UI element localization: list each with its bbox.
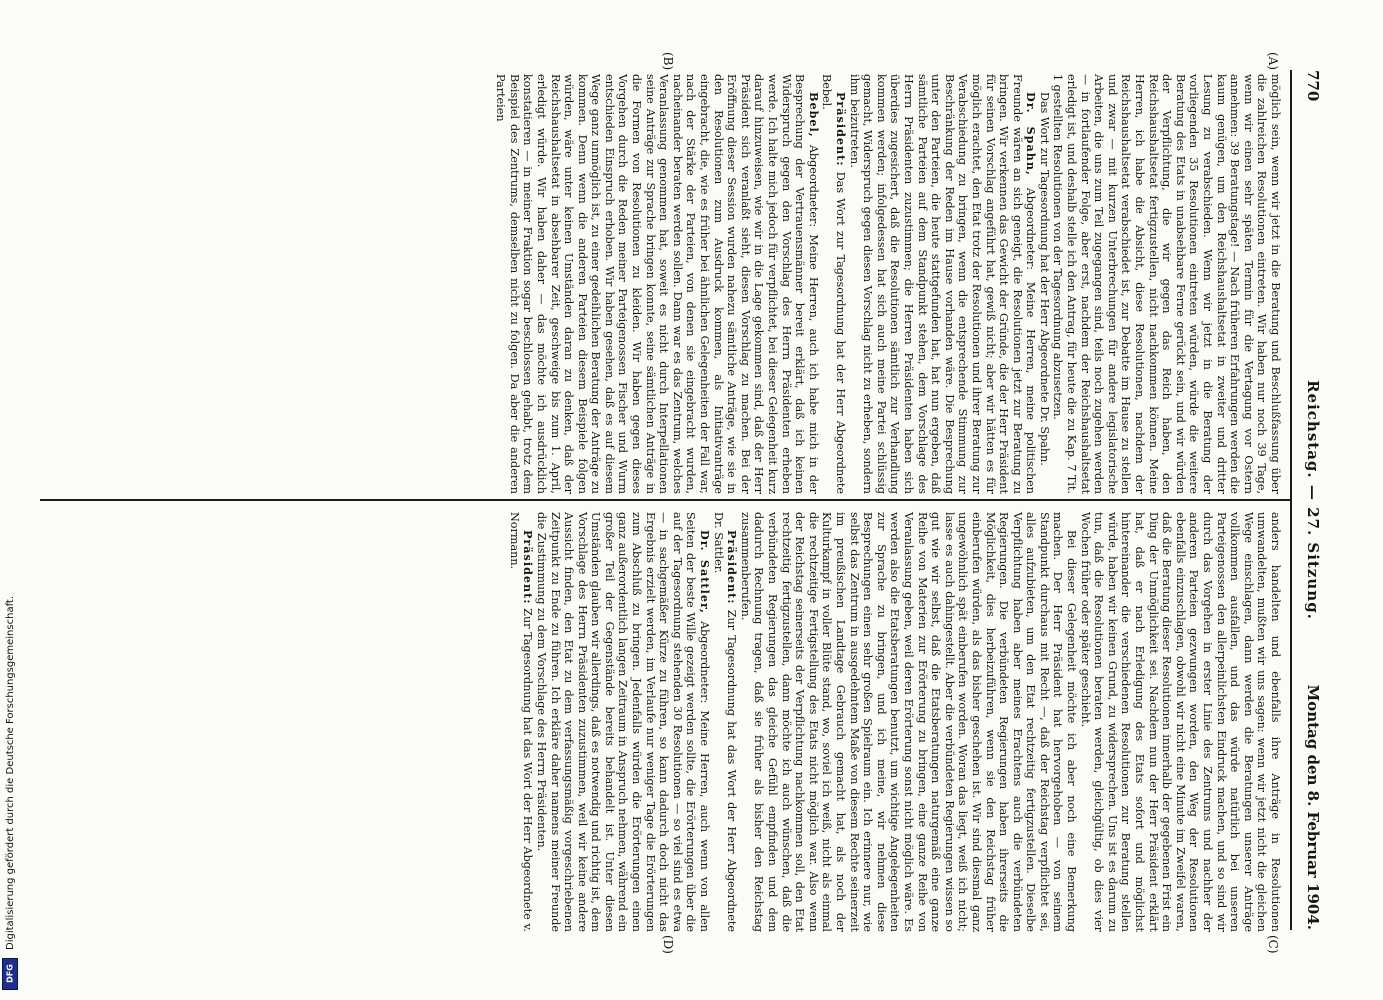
- speech-paragraph: [507, 512, 534, 932]
- speaker-name: Dr. Sattler,: [698, 530, 713, 614]
- margin-marker-c: (C): [1266, 935, 1280, 954]
- margin-marker-a: (A): [1266, 52, 1280, 71]
- speech-text: Zur Tagesordnung hat das Wort der Herr Abgeordnete v. Normann.: [507, 512, 535, 932]
- speaker-name: Präsident:: [725, 530, 740, 605]
- column-divider: [40, 499, 1290, 501]
- speech-paragraph: [494, 74, 820, 494]
- speech-text: Abgeordneter: Meine Herren, meine politischen Freunde wären an sich geneigt, die Resolutionen jetzt zur Beratung zu bringen. Wir verkennen das Gewicht der Gründe, die der Herr Präsident für seinen Vorschlag angeführt hat, gewiß nicht; aber wir hätten es für möglich erachtet, den Etat trotz der Resolutionen und ihrer Beratung zur Verabschiedung zu bringen, wenn die entsprechende Stimmung zur Beschränkung der Reden im Hause vorhanden wäre. Die Besprechung unter den Parteien, die heute stattgefunden hat, hat nun ergeben, daß sämtliche Parteien auf dem Standpunkt stehen, dem Vorschlage des Herrn Präsidenten zuzustimmen; die Herren Präsidenten haben sich überdies zugesichert, daß die Resolutionen sämtlich zur Verhandlung kommen werden; infolgedessen hat sich auch meine Partei schlüssig gemacht, Widerspruch gegen diesen Vorschlag nicht zu erheben, sondern ihm beizutreten.: [847, 74, 1038, 495]
- header-rule: [1290, 70, 1292, 930]
- speech-text: Abgeordneter: Meine Herren, auch ich habe mich in der Besprechung der Vertrauensmänner bereit erklärt, daß ich keinen Widerspruch gegen den Vorschlag des Herrn Präsidenten erheben werde. Ich halte mich jedoch für verpflichtet, bei dieser Gelegenheit kurz darauf hinzuweisen, wie wir in die Lage gekommen sind, daß der Herr Präsident sich veranlaßt sieht, diesen Vorschlag zu machen. Bei der Eröffnung dieser Session wurden nahezu sämtliche Anträge, wie sie in den Resolutionen zum Ausdruck kommen, als Initiativanträge eingebracht, die, wie es früher bei ähnlichen Gelegenheiten der Fall war, nach der Stärke der Parteien, von denen sie eingebracht wurden, nacheinander beraten werden sollen. Dann war es das Zentrum, welches Veranlassung genommen hat, soweit es nicht durch Interpellationen seine Anträge zur Sprache bringen konnte, seine sämtlichen Anträge in die Formen von Resolutionen zu kleiden. Wir haben gegen dieses Vorgehen durch die Reden meiner Parteigenossen Fischer und Wurm entschieden Einspruch erhoben. Wir haben gesehen, daß es auf diesem Wege ganz unmöglich ist, zu einer gedeihlichen Beratung der Anträge zu kommen. Denn wenn die anderen Parteien diesem Beispiele folgen würden, wäre unter keinen Umständen daran zu denken, daß der Reichshaushaltsetat in absehbarer Zeit, geschweige bis zum 1. April, erledigt würde. Wir haben daher — das möchte ich ausdrücklich konstatieren — in meiner Fraktion sogar beschlossen gehabt, trotz dem Beispiel des Zentrums, demselben nicht zu folgen. Da aber die anderen Parteien: [494, 74, 820, 494]
- paragraph: Bei dieser Gelegenheit möchte ich aber noch eine Bemerkung machen. Der Herr Präsident hat hervorgehoben — von seinem Standpunkt durchaus mit Recht —, daß der Reichstag verpflichtet sei, alles aufzubieten, um den Etat rechtzeitig fertigzustellen. Dieselbe Verpflichtung haben aber meines Erachtens auch die verbündeten Regierungen. Die verbündeten Regierungen haben ihrerseits die Möglichkeit, dies herbeizuführen, wenn sie den Reichstag früher einberufen würden, als das bisher geschehen ist. Wir sind diesmal ganz ungewöhnlich spät einberufen worden. Woran das liegt, weiß ich nicht; lasse es auch dahingestellt. Aber die verbündeten Regierungen wissen so gut wie wir selbst, daß die Etatsberatungen naturgemäß eine ganze Reihe von Materien zur Erörterung zu bringen, eine ganze Reihe von Veranlassung geben, weil deren Erörterung sonst nicht möglich wäre. Es werden also die Etatsberatungen benutzt, um wichtige Angelegenheiten zur Sprache zu bringen, und ich meine, wir nehmen diese Besprechungen einen sehr großen Spielraum ein. Ich erinnere nur, wie selbst das Zentrum in ausgedehntem Maße von diesem Rechte seinerzeit im preußischen Landtage Gebrauch gemacht hat, als noch der Kulturkampf in voller Blüte stand, wo, soviel ich weiß, nicht als einmal die rechtzeitige Fertigstellung des Etats nicht möglich war. Also wenn der Reichstag seinerseits der Verpflichtung nachkommen soll, den Etat rechtzeitig fertigzustellen, dann möchte ich auch wünschen, daß die verbündeten Regierungen das gleiche Gefühl empfinden und dem dadurch Rechnung tragen, daß sie früher als bisher den Reichstag zusammenberufen.: [738, 512, 1079, 932]
- left-column: [494, 74, 1282, 494]
- speech-paragraph: [711, 512, 738, 932]
- speaker-name: Bebel,: [806, 92, 821, 138]
- speech-paragraph: [820, 74, 847, 494]
- session-title: Reichstag. — 27. Sitzung.: [1304, 380, 1322, 620]
- session-date: Montag den 8. Februar 1904.: [1304, 684, 1322, 930]
- digitization-credit: Digitalisierung gefördert durch die Deutsche Forschungsgemeinschaft.: [5, 595, 16, 950]
- page-header: [1292, 70, 1322, 930]
- speech-text: Das Wort zur Tagesordnung hat der Herr Abgeordnete Bebel.: [820, 74, 847, 494]
- speech-text: Zur Tagesordnung hat das Wort der Herr Abgeordnete Dr. Sattler.: [711, 512, 739, 932]
- paragraph: Das Wort zur Tagesordnung hat der Herr Abgeordnete Dr. Spahn.: [1037, 92, 1051, 466]
- right-column: [507, 512, 1282, 932]
- rotated-page: [30, 0, 1330, 1000]
- paragraph: anders handelten und ebenfalls ihre Anträge in Resolutionen umwandelten, mußten wir uns sagen: wenn wir jetzt nicht die gleichen Wege einschlagen, dann werden die Beratungen unserer Anträge vollkommen ausfallen, und das würde natürlich bei unseren Parteigenossen den allerpeinlichsten Eindruck machen, und so sind wir durch das Vorgehen in erster Linie des Zentrums und nachher der anderen Parteien gezwungen worden, den Weg der Resolutionen ebenfalls einzuschlagen, obwohl wir nicht eine Minute im Zweifel waren, daß die Beratung dieser Resolutionen innerhalb der gegebenen Frist ein Ding der Unmöglichkeit sei. Nachdem nun der Herr Präsident erklärt hat, daß er nach Erledigung des Etats sofort und möglichst hintereinander die verschiedenen Resolutionen zur Beratung stellen würde, haben wir keinen Grund, zu widersprechen. Uns ist es darum zu tun, daß die Resolutionen beraten werden, gleichgültig, ob dies vier Wochen früher oder später geschieht.: [1078, 512, 1282, 932]
- margin-marker-d: (D): [661, 935, 675, 954]
- speech-text: Abgeordneter: Meine Herren, auch wenn von allen Seiten der beste Wille gezeigt werden sollte, die Erörterungen über die auf der Tagesordnung stehenden 30 Resolutionen — so viel sind es etwa — in sachgemäßer Kürze zu führen, so kann dadurch doch nicht das Ergebnis erzielt werden, im Verlaufe nur weniger Tage die Erörterungen zum Abschluß zu bringen. Jedenfalls würden die Erörterungen einen ganz außerordentlich langen Zeitraum in Anspruch nehmen, während ein großer Teil der Gegenstände bereits behandelt ist. Unter diesen Umständen glauben wir allerdings, daß es notwendig und richtig ist, dem Vorschlage des Herrn Präsidenten zuzustimmen, weil wir keine andere Aussicht finden, den Etat zu dem verfassungsmäßig vorgeschriebenen Zeitpunkt zu Ende zu führen. Ich erkläre daher namens meiner Freunde die Zustimmung zu dem Vorschlage des Herrn Präsidenten.: [534, 512, 712, 932]
- speech-paragraph: [847, 74, 1037, 494]
- paragraph: möglich sein, wenn wir jetzt in die Beratung und Beschlußfassung über die zahlreichen Resolutionen eintreten. Wir haben nur noch 39 Tage, wenn wir einen sehr späten Termin für die Vertagung vor Ostern annehmen: 39 Beratungstage! — Nach früheren Erfahrungen werden die kaum genügen, um den Reichshaushaltsetat in zweiter und dritter Lesung zu verabschieden. Wenn wir jetzt in die Beratung der vorliegenden 35 Resolutionen eintreten würden, würde die weitere Beratung des Etats in unabsehbare Ferne gerückt sein, und wir würden der Verpflichtung, die wir gegen das Reich haben, den Reichshaushaltsetat fertigzustellen, nicht nachkommen können. Meine Herren, ich habe die Absicht, diese Resolutionen, nachdem der Reichshaushaltsetat verabschiedet ist, zur Debatte im Hause zu stellen und zwar — mit kurzen Unterbrechungen für andere legislatorische Arbeiten, die uns zum Teil zugegangen sind, teils noch zugehen werden — in fortlaufender Folge, aber erst, nachdem der Reichshaushaltsetat erledigt ist, und deshalb stelle ich den Antrag, für heute die zu Kap. 7 Tit. 1 gestellten Resolutionen von der Tagesordnung abzusetzen.: [1051, 74, 1282, 494]
- dfg-logo: DFG: [2, 958, 18, 990]
- speaker-name: Präsident:: [521, 530, 536, 605]
- margin-marker-b: (B): [661, 52, 675, 71]
- speaker-name: Präsident:: [834, 92, 848, 167]
- speaker-name: Dr. Spahn,: [1024, 92, 1039, 176]
- speech-paragraph: [534, 512, 711, 932]
- page-number: 770: [1304, 70, 1322, 102]
